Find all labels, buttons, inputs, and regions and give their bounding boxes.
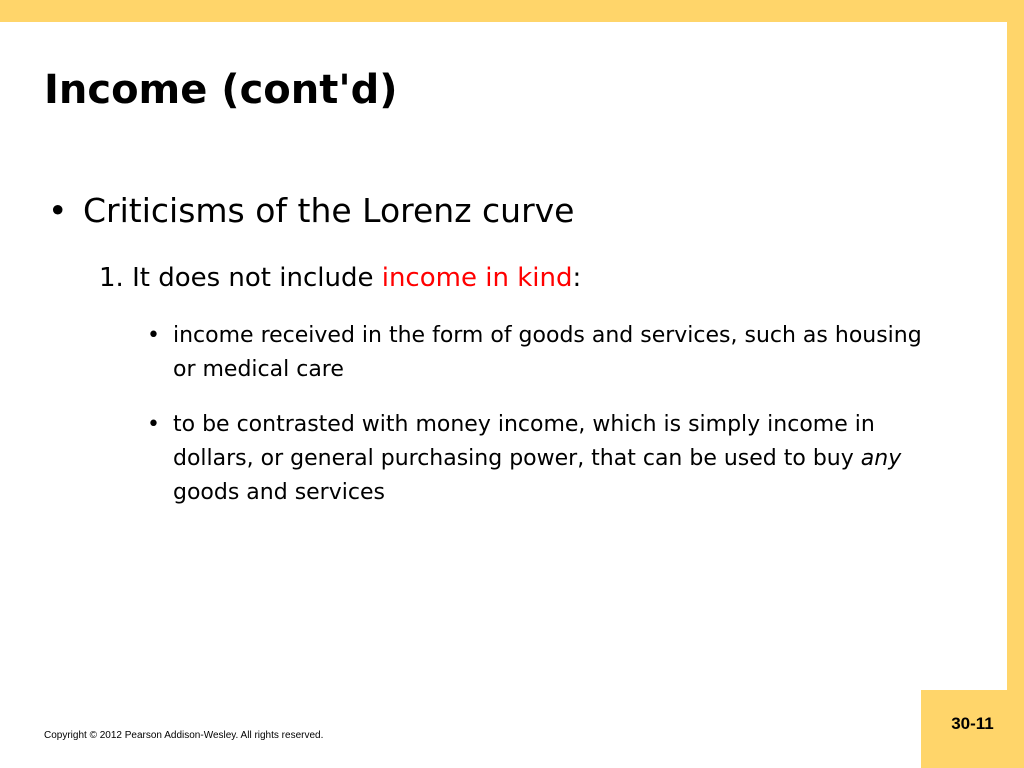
- sub-bullet-text-start: to be contrasted with money income, which is simply income in dollars, or general purchasing power, that can be used to buy: [173, 412, 875, 471]
- sub-bullet-mark: •: [147, 412, 160, 437]
- right-border: [1007, 0, 1024, 768]
- highlighted-term: income in kind: [381, 263, 573, 293]
- copyright-footer: Copyright © 2012 Pearson Addison-Wesley. All rights reserved.: [44, 730, 324, 741]
- numbered-item: [99, 260, 581, 296]
- sub-bullet-text: income received in the form of goods and services, such as housing or medical care: [173, 323, 922, 382]
- numbered-item-prefix: 1. It does not include: [99, 263, 382, 293]
- main-bullet-text: Criticisms of the Lorenz curve: [83, 191, 575, 230]
- numbered-item-suffix: :: [572, 263, 582, 293]
- page-number: 30-11: [951, 714, 994, 733]
- sub-bullet-money-income: [147, 408, 947, 510]
- sub-bullet-mark: •: [147, 323, 160, 348]
- main-bullet: [48, 190, 575, 232]
- emphasis-any: any: [860, 446, 902, 471]
- top-border: [0, 0, 1024, 22]
- slide-title: Income (cont'd): [44, 67, 398, 113]
- sub-bullet-text: [173, 408, 947, 510]
- sub-bullet-income-received: [147, 319, 947, 387]
- bullet-mark: •: [48, 191, 68, 230]
- sub-bullet-text-end: goods and services: [173, 480, 385, 505]
